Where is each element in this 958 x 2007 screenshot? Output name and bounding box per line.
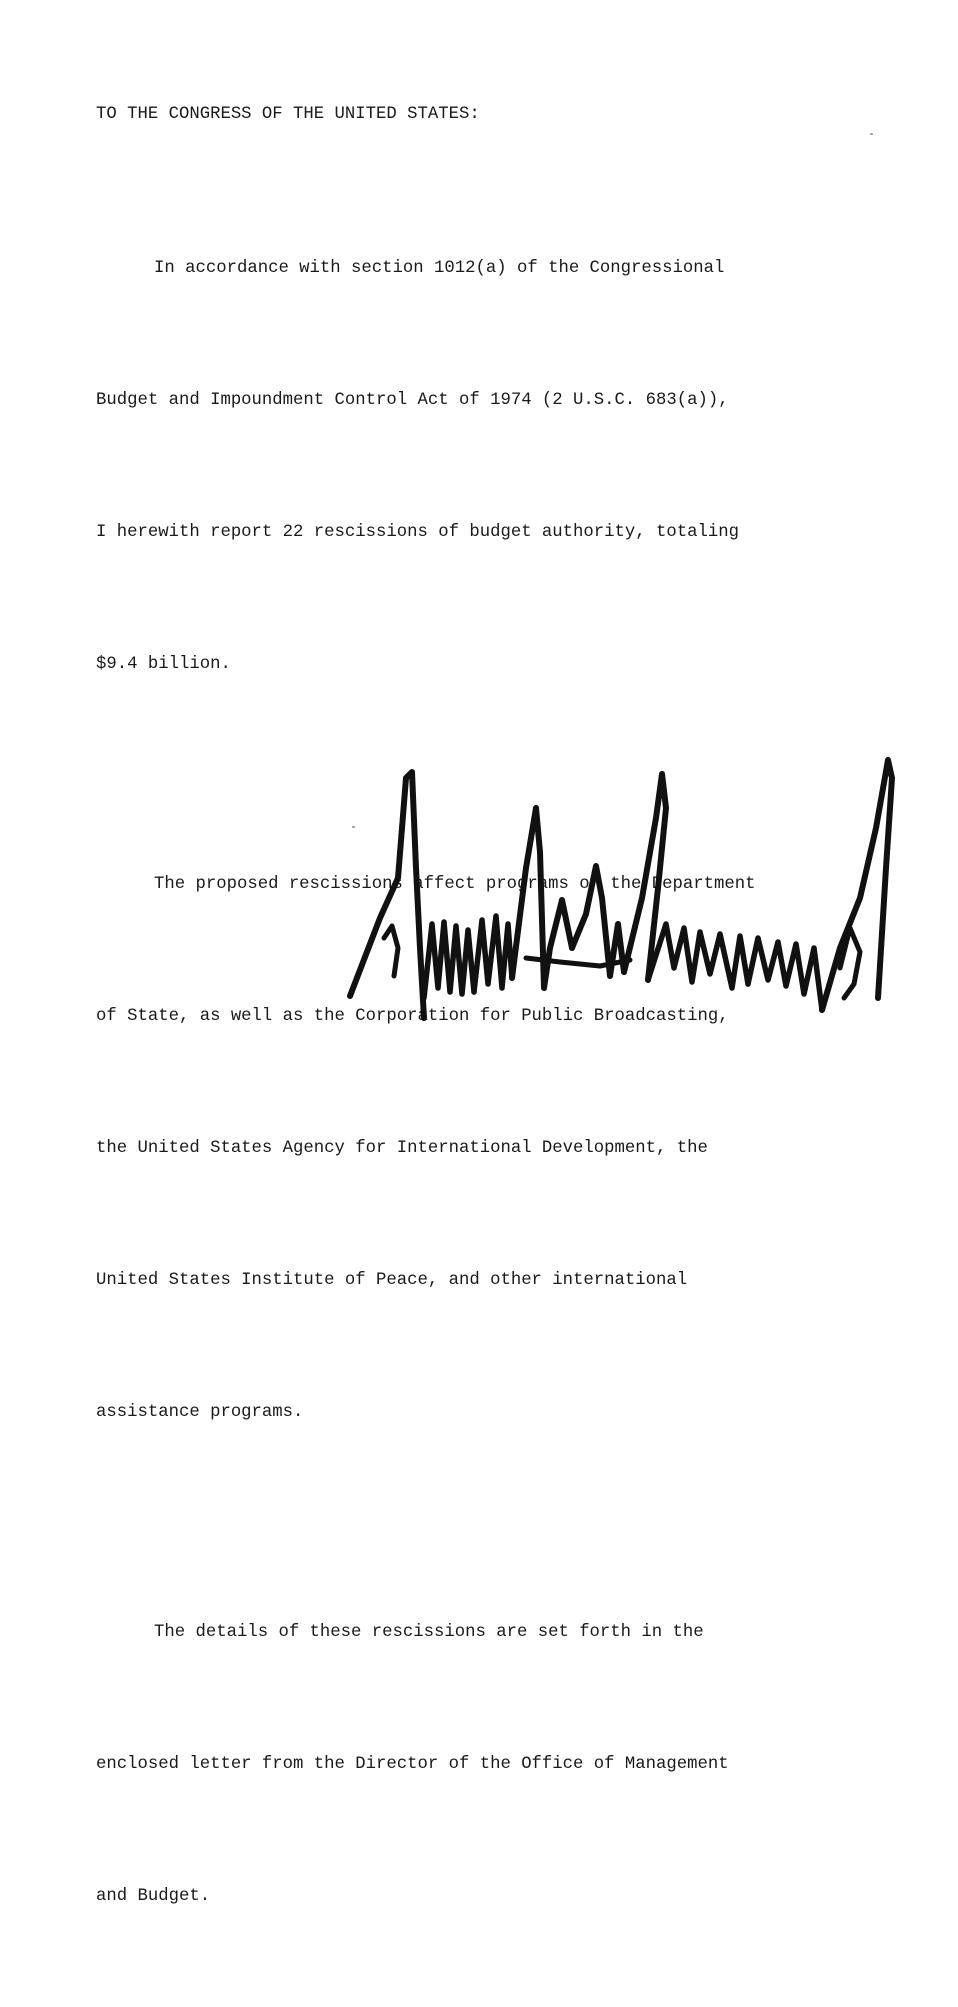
paragraph-line: United States Institute of Peace, and other international [96,1271,688,1290]
paragraph-line: The details of these rescissions are set forth in the [154,1623,704,1642]
paragraph-line: the United States Agency for International Development, the [96,1139,708,1158]
paragraph-line: enclosed letter from the Director of the Office of Management [96,1755,729,1774]
paragraph-line: of State, as well as the Corporation for Public Broadcasting, [96,1007,729,1026]
paragraph-line: I herewith report 22 rescissions of budget authority, totaling [96,523,739,542]
paragraph-3 [96,1523,876,2007]
signature-strokes [350,760,892,1018]
salutation: TO THE CONGRESS OF THE UNITED STATES: [96,105,480,124]
signature-stroke [648,924,748,988]
signature-drawing [340,748,910,1038]
handwritten-signature [340,748,910,1038]
paragraph-1 [96,159,876,775]
signature-stroke [384,926,398,976]
paragraph-line: and Budget. [96,1887,211,1906]
paragraph-line: assistance programs. [96,1403,304,1422]
paragraph-line: In accordance with section 1012(a) of the Congressional [154,259,725,278]
signature-stroke [748,938,822,1010]
salutation-spacer [96,137,876,159]
paragraph-line: $9.4 billion. [96,655,231,674]
signature-stroke [474,916,512,992]
signature-stroke [572,866,624,976]
paper-speck [870,133,873,135]
signature-stroke [350,772,424,1018]
letter-body [96,93,876,2007]
paragraph-line: Budget and Impoundment Control Act of 1974 (2 U.S.C. 683(a)), [96,391,729,410]
signature-stroke [424,922,474,998]
paragraph-line: The proposed rescissions affect programs of the Department [154,875,756,894]
